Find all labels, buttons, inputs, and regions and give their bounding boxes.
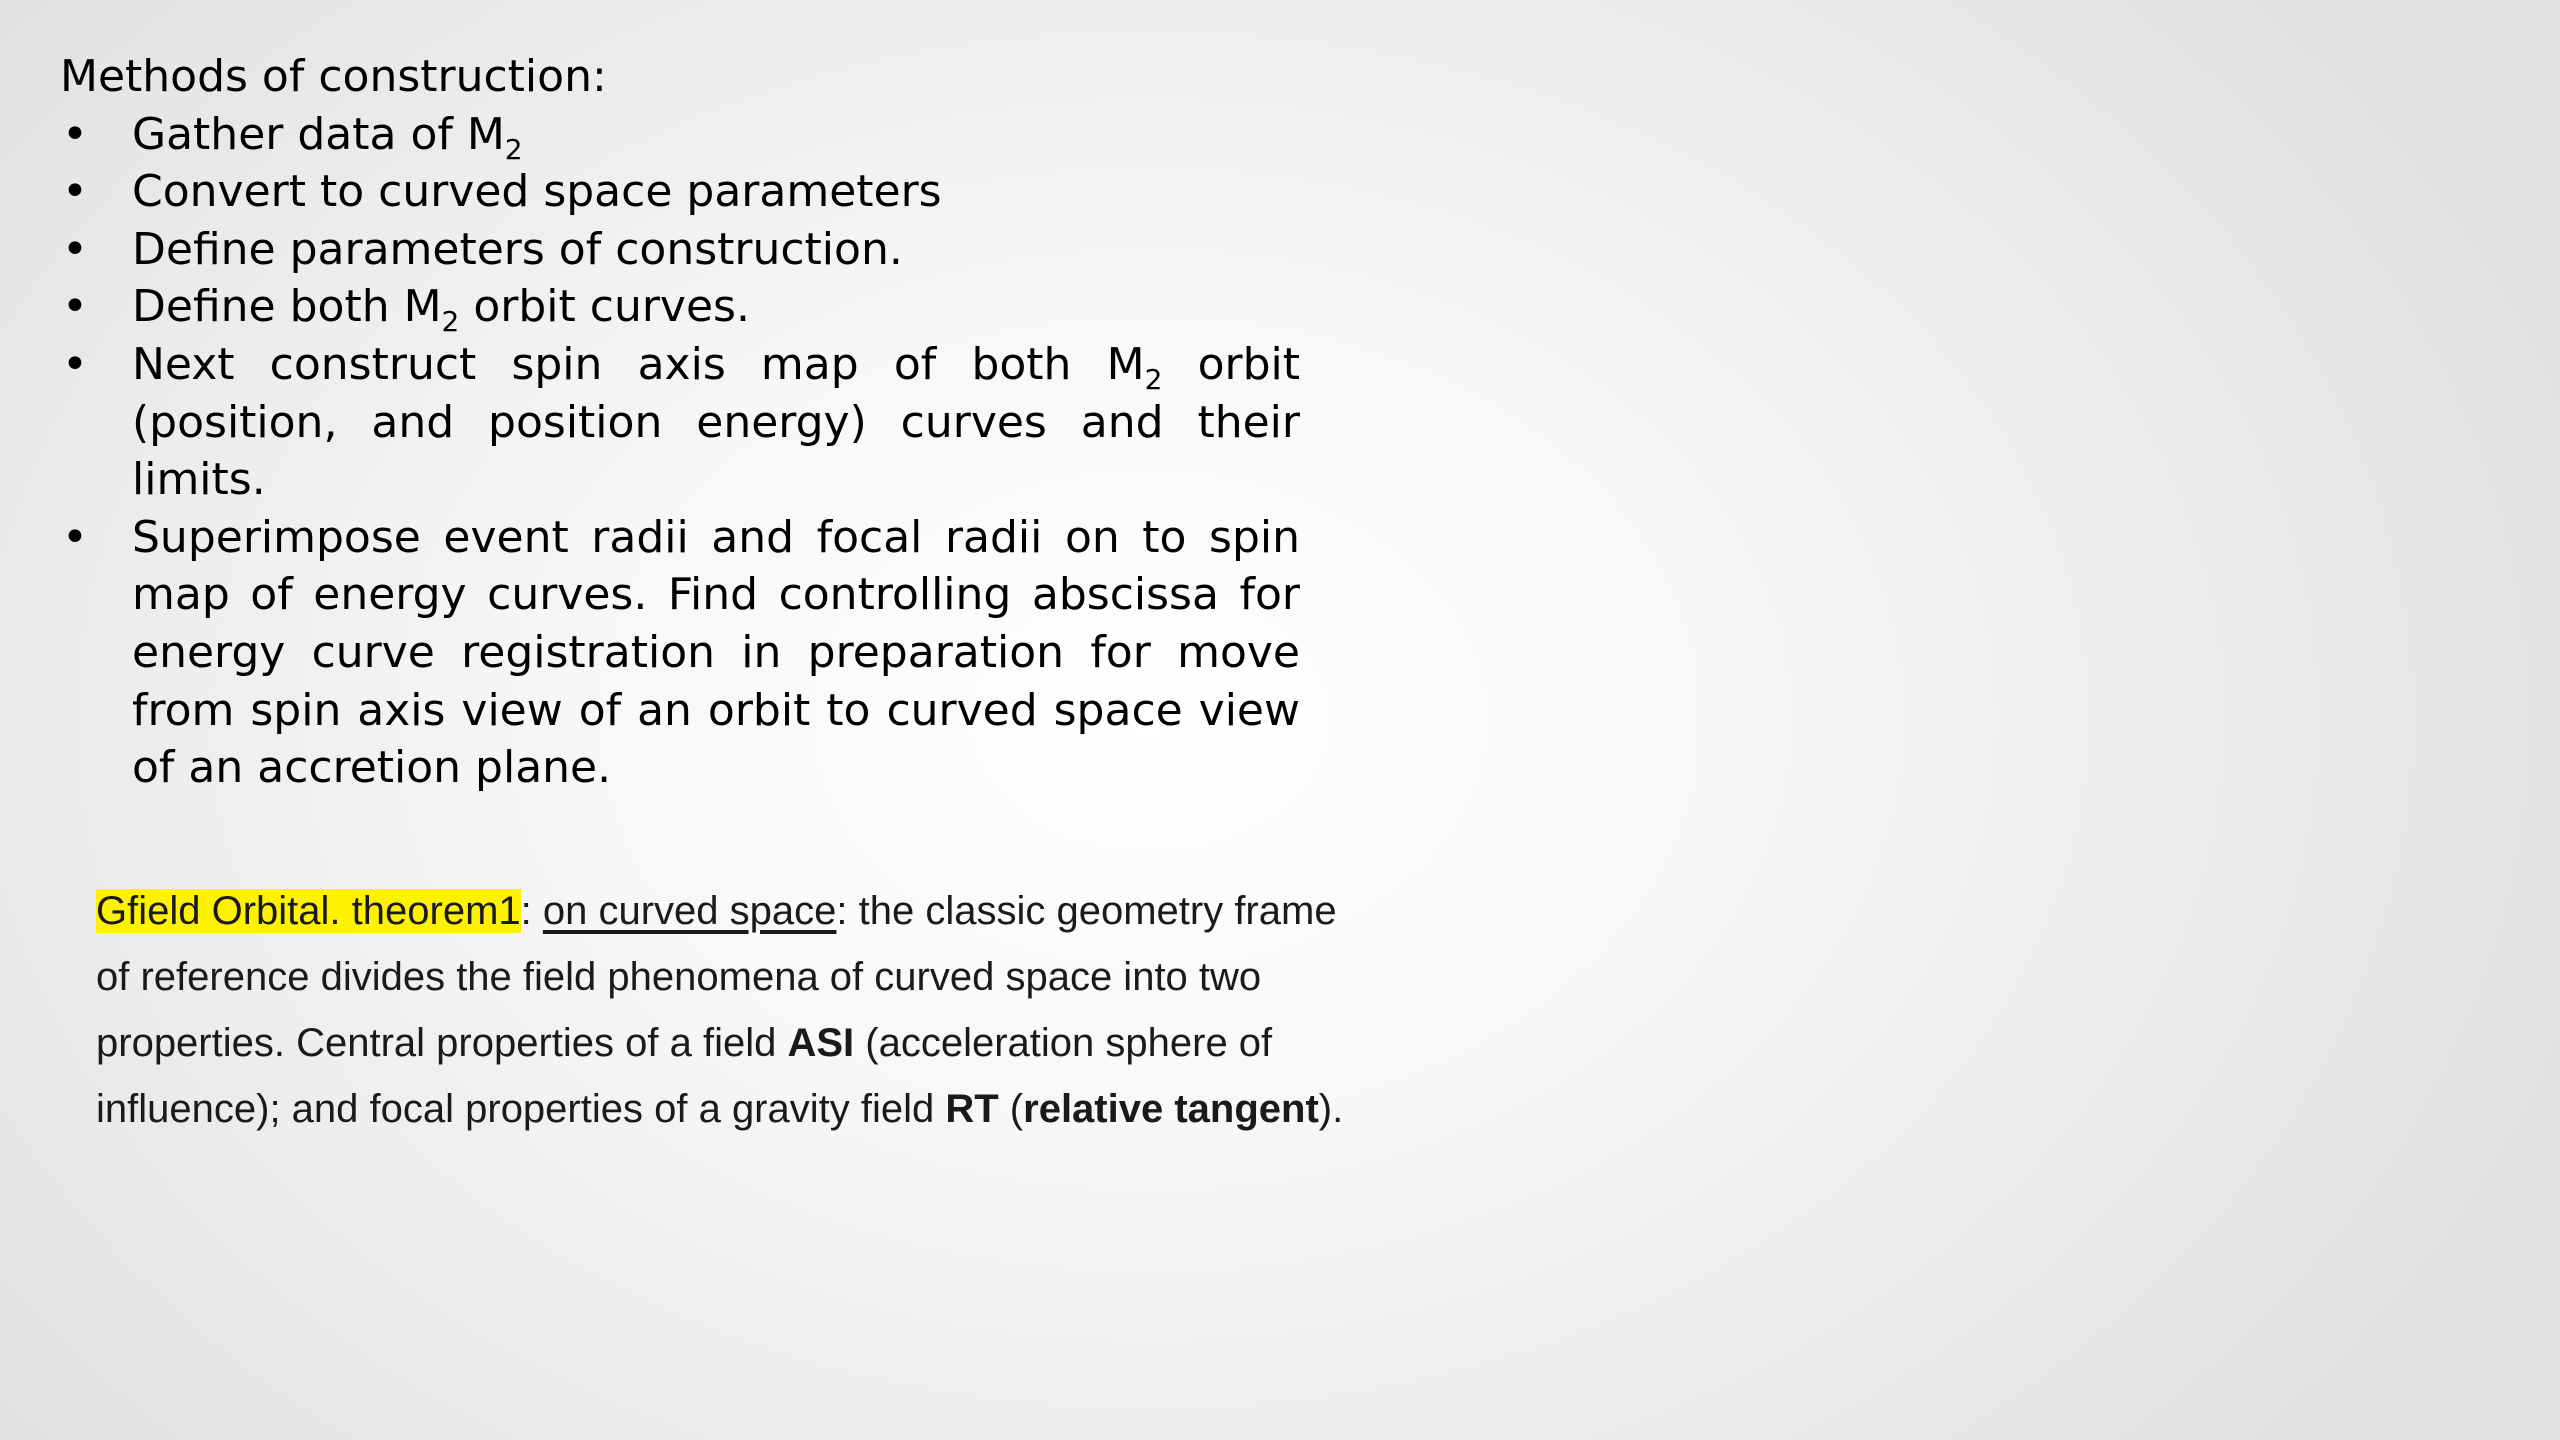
list-item xyxy=(60,106,1300,164)
rt-full-term: relative tangent xyxy=(1023,1087,1319,1131)
asi-term: ASI xyxy=(787,1021,855,1065)
list-item xyxy=(60,163,1300,221)
bullet-icon: • xyxy=(62,223,88,275)
item-text-after: orbit (position, and position energy) curves and their limits. xyxy=(132,338,1300,506)
theorem-text-1: : the classic geometry frame of reference divides the field phenomena of curved space into two properties. Central properties of a field xyxy=(96,889,1337,1065)
methods-list xyxy=(60,106,1300,797)
list-item xyxy=(60,336,1300,509)
item-text: Superimpose event radii and focal radii on to spin map of energy curves. Find controlling abscissa for energy curve registration in preparation for move from spin axis view of an orbit to curved space view of an accretion plane. xyxy=(132,511,1300,794)
bullet-icon: • xyxy=(62,108,88,160)
subscript: 2 xyxy=(504,132,523,166)
list-item xyxy=(60,278,1300,339)
theorem-text-3: ( xyxy=(998,1087,1024,1131)
subscript: 2 xyxy=(441,305,460,339)
list-item xyxy=(60,221,1300,279)
theorem-text-4: ). xyxy=(1318,1087,1344,1131)
rt-term: RT xyxy=(945,1087,999,1131)
methods-title: Methods of construction: xyxy=(60,51,607,102)
bullet-icon: • xyxy=(62,338,88,390)
subscript: 2 xyxy=(1144,362,1163,396)
theorem-text-2: (acceleration sphere of influence); and focal properties of a gravity field xyxy=(96,1021,1273,1131)
theorem-label: Gfield Orbital. theorem1 xyxy=(96,889,521,933)
item-text-after: orbit curves. xyxy=(459,281,750,333)
item-text: Convert to curved space parameters xyxy=(132,166,942,218)
list-item xyxy=(60,509,1300,797)
item-text: Gather data of M xyxy=(132,108,505,160)
item-text: Define parameters of construction. xyxy=(132,223,903,275)
theorem-separator: : xyxy=(520,889,543,933)
item-text: Next construct spin axis map of both M xyxy=(132,338,1145,390)
bullet-icon: • xyxy=(62,166,88,218)
theorem-paragraph xyxy=(96,878,1356,1142)
theorem-topic: on curved space xyxy=(542,889,837,933)
methods-section xyxy=(60,48,1300,797)
item-text: Define both M xyxy=(132,281,442,333)
bullet-icon: • xyxy=(62,511,88,563)
bullet-icon: • xyxy=(62,281,88,333)
